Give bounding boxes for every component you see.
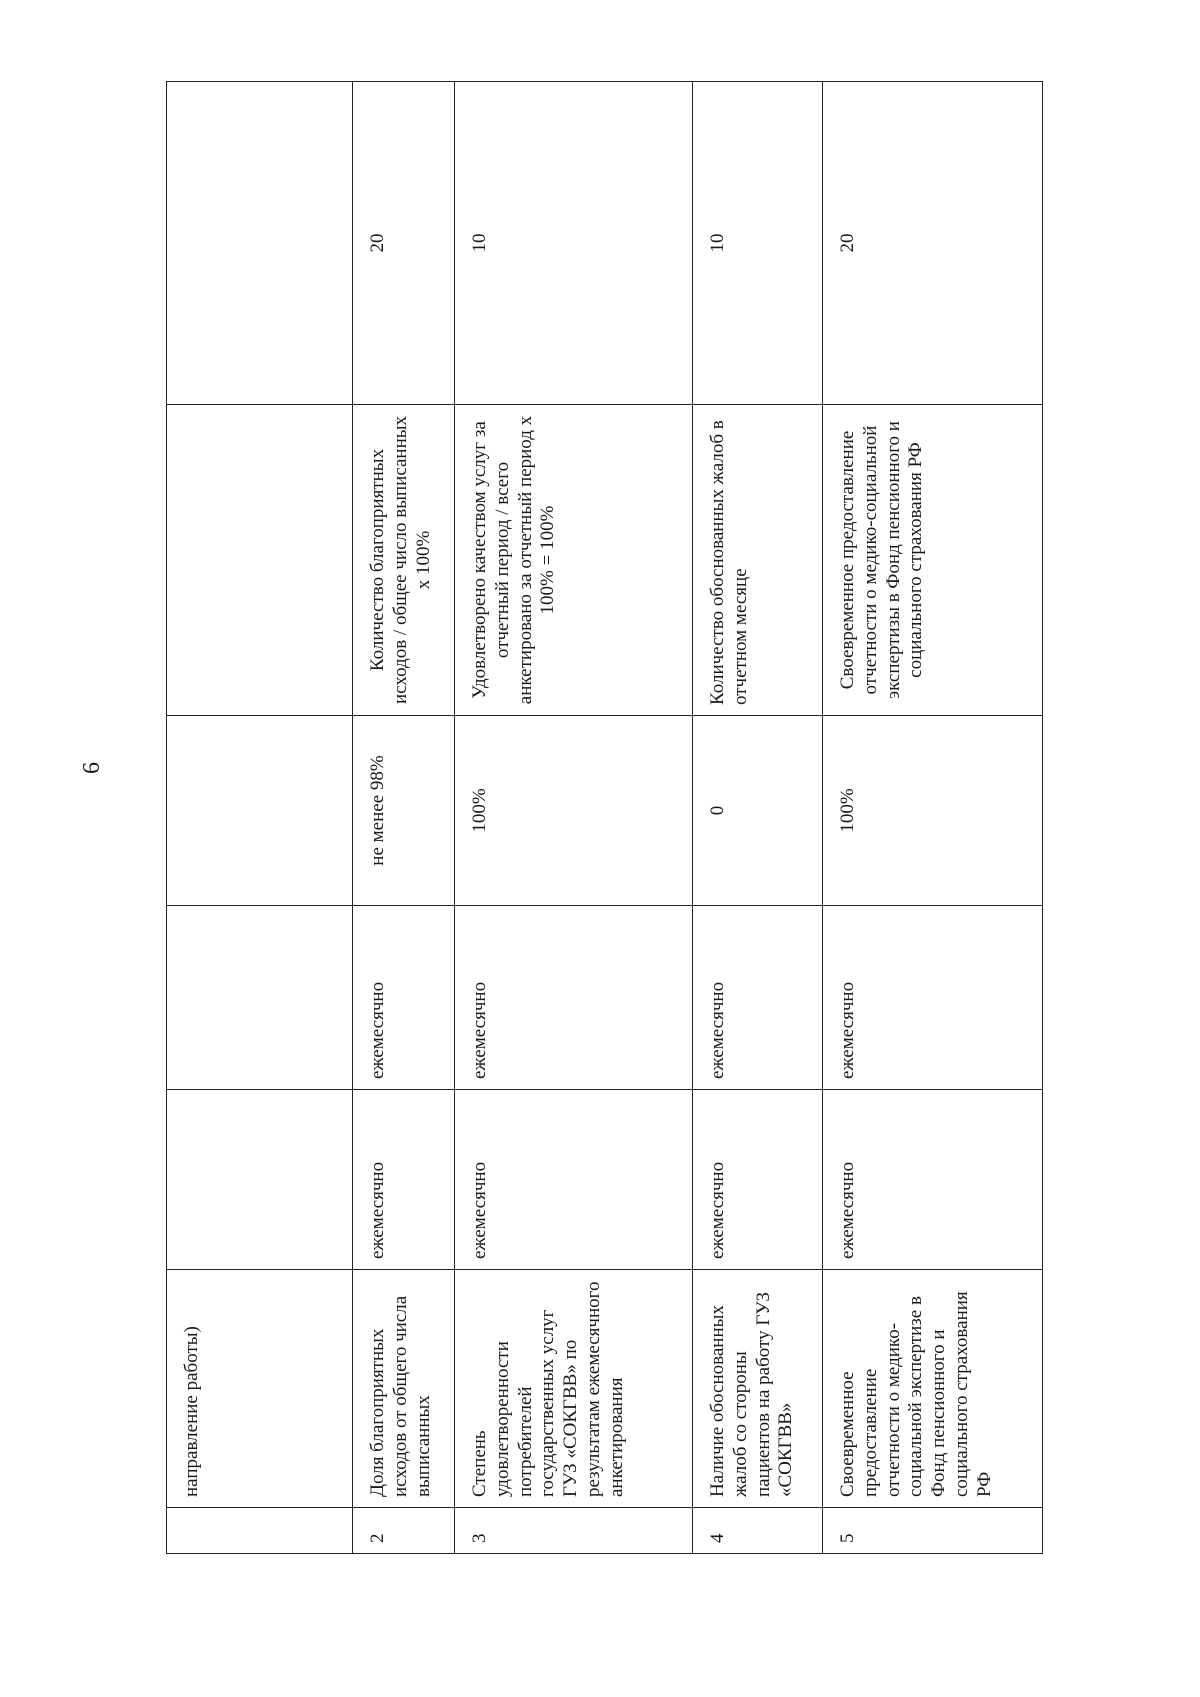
cell-indicator: направление работы) [167, 1270, 353, 1508]
cell-points: 20 [823, 82, 1043, 405]
cell-num: 3 [455, 1508, 693, 1554]
cell-formula: Удовлетворено качеством услуг за отчетный период / всего анкетировано за отчетный период х 100% = 100% [455, 405, 693, 716]
cell-formula: Своевременное предоставление отчетности о медико-социальной экспертизы в Фонд пенсионного и социального страхования РФ [823, 405, 1043, 716]
table-row-continuation [167, 82, 353, 1554]
cell-points: 10 [693, 82, 823, 405]
cell-num [167, 1508, 353, 1554]
cell-formula: Количество благоприятных исходов / общее число выписанных х 100% [353, 405, 455, 716]
cell-target [167, 716, 353, 906]
cell-target: 100% [823, 716, 1043, 906]
cell-target: 100% [455, 716, 693, 906]
cell-freq2: ежемесячно [353, 906, 455, 1090]
cell-points: 20 [353, 82, 455, 405]
cell-indicator: Степень удовлетворенности потребителей государственных услуг ГУЗ «СОКГВВ» по результатам ежемесячного анкетирования [455, 1270, 693, 1508]
table-row [693, 82, 823, 1554]
cell-num: 4 [693, 1508, 823, 1554]
indicators-table [166, 81, 1043, 1554]
table-row [353, 82, 455, 1554]
cell-freq2 [167, 906, 353, 1090]
cell-freq2: ежемесячно [823, 906, 1043, 1090]
cell-target: не менее 98% [353, 716, 455, 906]
cell-freq1: ежемесячно [823, 1090, 1043, 1270]
cell-freq1: ежемесячно [455, 1090, 693, 1270]
indicators-table-rotated [166, 82, 1042, 1554]
cell-num: 5 [823, 1508, 1043, 1554]
cell-num: 2 [353, 1508, 455, 1554]
cell-formula [167, 405, 353, 716]
table-row [823, 82, 1043, 1554]
cell-points: 10 [455, 82, 693, 405]
cell-target: 0 [693, 716, 823, 906]
cell-freq1: ежемесячно [693, 1090, 823, 1270]
table-row [455, 82, 693, 1554]
cell-indicator: Доля благоприятных исходов от общего числа выписанных [353, 1270, 455, 1508]
cell-freq1: ежемесячно [353, 1090, 455, 1270]
cell-freq2: ежемесячно [693, 906, 823, 1090]
cell-indicator: Своевременное предоставление отчетности о медико-социальной экспертизе в Фонд пенсионного и социального страхования РФ [823, 1270, 1043, 1508]
cell-points [167, 82, 353, 405]
cell-freq2: ежемесячно [455, 906, 693, 1090]
cell-indicator: Наличие обоснованных жалоб со стороны пациентов на работу ГУЗ «СОКГВВ» [693, 1270, 823, 1508]
cell-freq1 [167, 1090, 353, 1270]
cell-formula: Количество обоснованных жалоб в отчетном месяце [693, 405, 823, 716]
page-number: 6 [79, 762, 105, 774]
